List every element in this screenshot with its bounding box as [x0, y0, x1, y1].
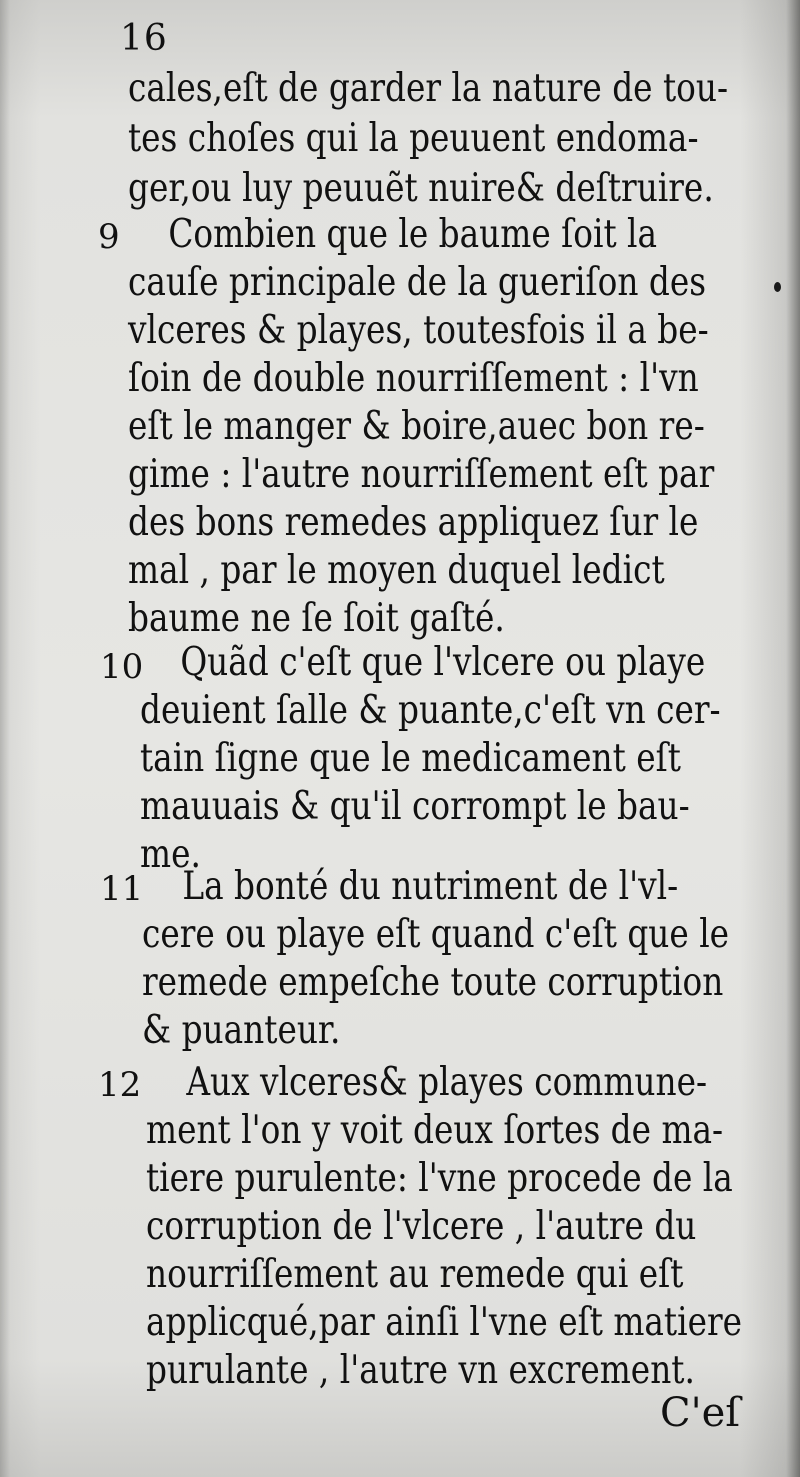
text-line: purulante , l'autre vn excrement. — [146, 1348, 695, 1393]
text-line: deuient ſalle & puante,c'eſt vn cer- — [140, 688, 721, 733]
section-number: 12 — [98, 1065, 142, 1105]
text-line: ſoin de double nourriſſement : l'vn — [128, 356, 699, 401]
catchword: C'eſ — [660, 1390, 741, 1436]
text-line: Quãd c'eſt que l'vlcere ou playe — [180, 640, 706, 685]
text-line: Aux vlceres& playes commune- — [186, 1060, 708, 1105]
text-line: gime : l'autre nourriſſement eſt par — [128, 452, 715, 497]
text-line: tain ſigne que le medicament eſt — [140, 736, 681, 781]
text-line: cauſe principale de la gueriſon des — [128, 260, 707, 305]
text-line: remede empeſche toute corruption — [142, 960, 724, 1005]
text-line: tes choſes qui la peuuent endoma- — [128, 116, 699, 161]
text-line: ment l'on y voit deux ſortes de ma- — [146, 1108, 724, 1153]
text-line: tiere purulente: l'vne procede de la — [146, 1156, 733, 1201]
text-line: corruption de l'vlcere , l'autre du — [146, 1204, 697, 1249]
text-line: nourriſſement au remede qui eſt — [146, 1252, 684, 1297]
text-line: & puanteur. — [142, 1008, 341, 1053]
text-line: baume ne ſe ſoit gaſté. — [128, 596, 505, 641]
text-line: cere ou playe eſt quand c'eſt que le — [142, 912, 730, 957]
text-line: vlceres & playes, toutesfois il a be- — [128, 308, 709, 353]
section-number: 11 — [100, 869, 144, 909]
text-line: des bons remedes appliquez ſur le — [128, 500, 699, 545]
text-line: mauuais & qu'il corrompt le bau- — [140, 784, 690, 829]
text-line: ger,ou luy peuuẽt nuire& deſtruire. — [128, 166, 714, 211]
text-line: Combien que le baume ſoit la — [168, 212, 658, 257]
section-number: 10 — [100, 647, 144, 687]
text-line: eſt le manger & boire,auec bon re- — [128, 404, 705, 449]
text-line: cales,eſt de garder la nature de tou- — [128, 66, 729, 111]
text-line: me. — [140, 832, 201, 877]
text-line: applicqué,par ainſi l'vne eſt matiere — [146, 1300, 743, 1345]
text-line: mal , par le moyen duquel ledict — [128, 548, 665, 593]
page-number: 16 — [120, 18, 168, 59]
text-line: La bonté du nutriment de l'vl- — [182, 864, 679, 909]
section-number: 9 — [98, 217, 120, 257]
ink-spot — [774, 282, 781, 292]
